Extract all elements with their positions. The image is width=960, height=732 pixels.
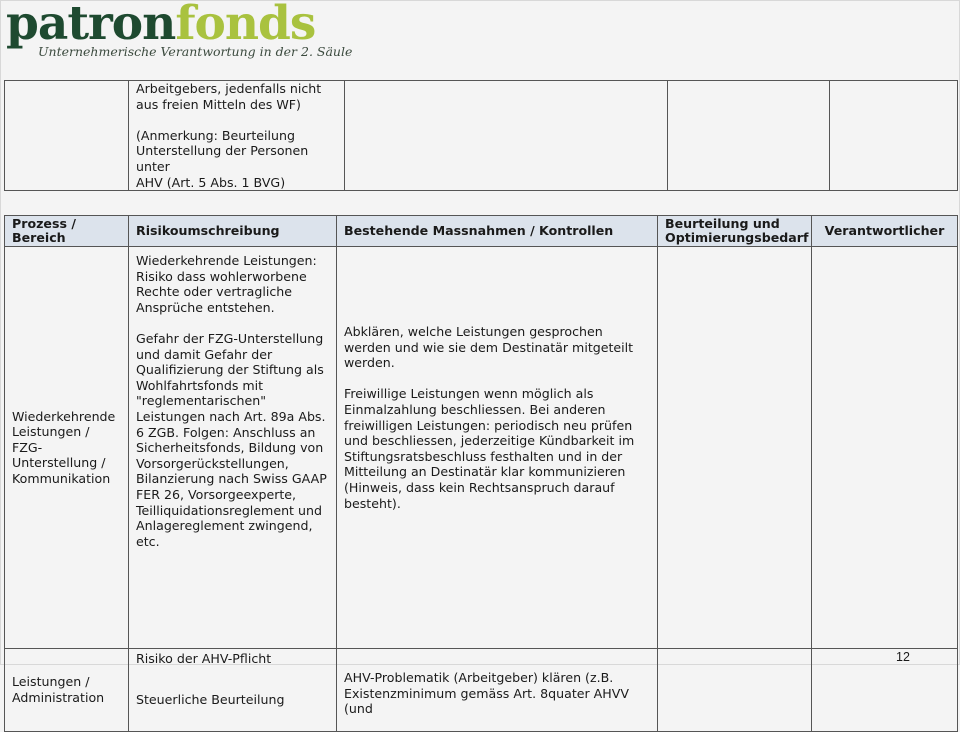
page-number: 12 bbox=[896, 650, 910, 664]
logo-tagline: Unternehmerische Verantwortung in der 2. Säule bbox=[38, 44, 353, 59]
column-header-risk: Risikoumschreibung bbox=[129, 216, 337, 247]
risk-line: Unterstellung der Personen unter bbox=[136, 143, 309, 174]
risk-line: Arbeitgebers, jedenfalls nicht bbox=[136, 81, 322, 96]
assessment-cell bbox=[668, 81, 830, 191]
risk-cell bbox=[129, 649, 337, 732]
measures-paragraph: Abklären, welche Leistungen gesprochen werden und wie sie dem Destinatär mitgeteilt werden. bbox=[344, 324, 634, 371]
measures-cell bbox=[345, 81, 668, 191]
risk-line: (Anmerkung: Beurteilung bbox=[136, 127, 296, 143]
measures-paragraph: Freiwillige Leistungen wenn möglich als Einmalzahlung beschliessen. Bei anderen freiwilligen Leistungen: periodisch neu prüfen und beschliessen, jederzeitige Kündbarkeit im Stiftungsratsbeschluss festhalten und in der Mitteilung an Destinatär klar kommunizieren (Hinweis, dass kein Rechtsanspruch darauf besteht). bbox=[344, 386, 635, 511]
table-row bbox=[5, 649, 958, 732]
patronfonds-logo bbox=[6, 0, 353, 59]
column-header-assessment: Beurteilung und Optimierungsbedarf bbox=[658, 216, 812, 247]
risk-line: aus freien Mitteln des WF) bbox=[136, 96, 301, 112]
risk-paragraph: Risiko der AHV-Pflicht bbox=[136, 651, 272, 666]
process-cell bbox=[5, 81, 129, 191]
measures-cell bbox=[337, 649, 658, 732]
risk-cell bbox=[129, 247, 337, 649]
logo-part-patron: patron bbox=[6, 0, 176, 51]
measures-cell bbox=[337, 247, 658, 649]
column-header-process: Prozess / Bereich bbox=[5, 216, 129, 247]
table-row bbox=[5, 81, 958, 191]
risk-line: AHV (Art. 5 Abs. 1 BVG) bbox=[136, 174, 286, 190]
risk-table bbox=[4, 215, 958, 732]
table-header-row bbox=[5, 216, 958, 247]
measures-paragraph: AHV-Problematik (Arbeitgeber) klären (z.B. Existenzminimum gemäss Art. 8quater AHVV (und bbox=[344, 670, 629, 717]
responsible-cell bbox=[812, 649, 958, 732]
responsible-cell bbox=[830, 81, 958, 191]
process-cell: Wiederkehrende Leistungen / FZG-Unterstellung / Kommunikation bbox=[5, 247, 129, 649]
assessment-cell bbox=[658, 649, 812, 732]
column-header-measures: Bestehende Massnahmen / Kontrollen bbox=[337, 216, 658, 247]
risk-paragraph: Gefahr der FZG-Unterstellung und damit Gefahr der Qualifizierung der Stiftung als Wohlfahrtsfonds mit "reglementarischen" Leistungen nach Art. 89a Abs. 6 ZGB. Folgen: Anschluss an Sicherheitsfonds, Bildung von Vorsorgerückstellungen, Bilanzierung nach Swiss GAAP FER 26, Vorsorgeexperte, Teilliquidationsreglement und Anlagereglement zwingend, etc. bbox=[136, 330, 327, 549]
responsible-cell bbox=[812, 247, 958, 649]
logo-part-fonds: fonds bbox=[175, 0, 316, 51]
risk-paragraph: Wiederkehrende Leistungen: Risiko dass wohlerworbene Rechte oder vertragliche Ansprüche entstehen. bbox=[136, 253, 317, 315]
risk-cell bbox=[129, 81, 345, 191]
assessment-cell bbox=[658, 247, 812, 649]
table-row bbox=[5, 247, 958, 649]
column-header-responsible: Verantwortlicher bbox=[812, 216, 958, 247]
continued-table bbox=[4, 80, 958, 191]
risk-paragraph: Steuerliche Beurteilung bbox=[136, 692, 285, 708]
process-cell: Leistungen / Administration bbox=[5, 649, 129, 732]
